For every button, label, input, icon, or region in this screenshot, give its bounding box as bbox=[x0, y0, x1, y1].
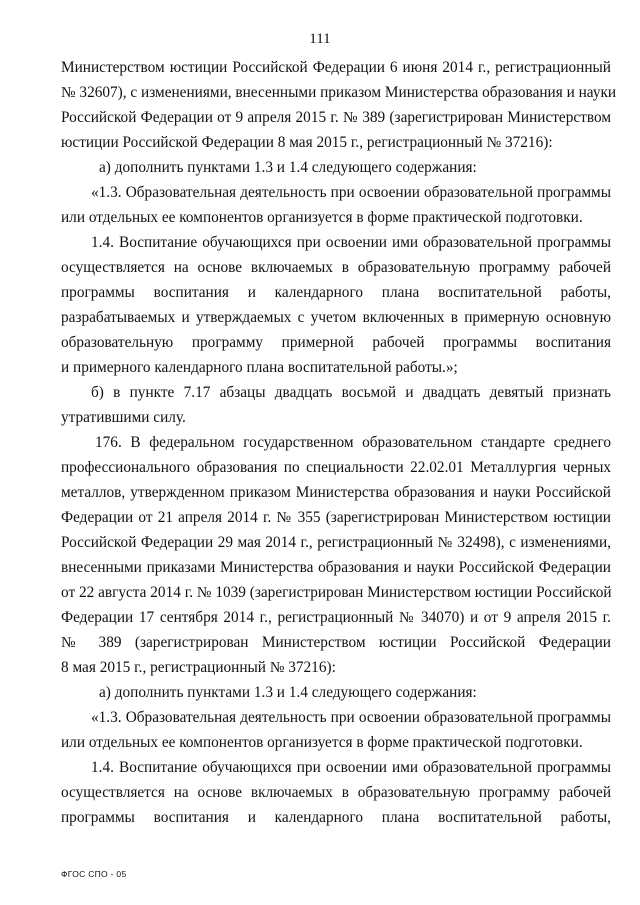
text-line: б) в пункте 7.17 абзацы двадцать восьмой и двадцать девятый признать bbox=[91, 384, 611, 401]
text-line: № 32607), с изменениями, внесенными приказом Министерства образования и науки bbox=[61, 84, 617, 101]
text-line: № 389 (зарегистрирован Министерством юстиции Российской Федерации bbox=[61, 634, 611, 651]
text-line: осуществляется на основе включаемых в образовательную программу рабочей bbox=[61, 784, 611, 801]
text-line: и примерного календарного плана воспитательной работы.»; bbox=[61, 359, 458, 376]
text-line: или отдельных ее компонентов организуется в форме практической подготовки. bbox=[61, 734, 583, 751]
text-line: образовательную программу примерной рабочей программы воспитания bbox=[61, 334, 611, 351]
text-line: профессионального образования по специальности 22.02.01 Металлургия черных bbox=[61, 459, 611, 476]
text-line: 1.4. Воспитание обучающихся при освоении ими образовательной программы bbox=[91, 759, 611, 776]
text-line: 176. В федеральном государственном образовательном стандарте среднего bbox=[95, 434, 611, 451]
text-line: внесенными приказами Министерства образования и науки Российской Федерации bbox=[61, 559, 611, 576]
text-line: «1.3. Образовательная деятельность при освоении образовательной программы bbox=[91, 709, 611, 726]
text-line: Федерации от 21 апреля 2014 г. № 355 (зарегистрирован Министерством юстиции bbox=[61, 509, 611, 526]
text-line: осуществляется на основе включаемых в образовательную программу рабочей bbox=[61, 259, 611, 276]
text-line: разрабатываемых и утверждаемых с учетом включенных в примерную основную bbox=[61, 309, 611, 326]
text-line: 1.4. Воспитание обучающихся при освоении ими образовательной программы bbox=[91, 234, 611, 251]
page-number: 111 bbox=[309, 31, 331, 47]
text-line: 8 мая 2015 г., регистрационный № 37216): bbox=[61, 659, 336, 676]
text-line: или отдельных ее компонентов организуется в форме практической подготовки. bbox=[61, 209, 583, 226]
text-line: «1.3. Образовательная деятельность при освоении образовательной программы bbox=[91, 184, 611, 201]
footer-label: ФГОС СПО - 05 bbox=[61, 869, 127, 879]
text-line: Российской Федерации от 9 апреля 2015 г. № 389 (зарегистрирован Министерством bbox=[61, 109, 611, 126]
text-line: а) дополнить пунктами 1.3 и 1.4 следующего содержания: bbox=[99, 684, 477, 701]
text-line: программы воспитания и календарного плана воспитательной работы, bbox=[61, 809, 611, 826]
text-line: утратившими силу. bbox=[61, 409, 186, 426]
text-line: а) дополнить пунктами 1.3 и 1.4 следующего содержания: bbox=[99, 159, 477, 176]
text-line: программы воспитания и календарного плана воспитательной работы, bbox=[61, 284, 611, 301]
text-line: Министерством юстиции Российской Федерации 6 июня 2014 г., регистрационный bbox=[61, 59, 611, 76]
text-line: юстиции Российской Федерации 8 мая 2015 г., регистрационный № 37216): bbox=[61, 134, 553, 151]
text-line: Федерации 17 сентября 2014 г., регистрационный № 34070) и от 9 апреля 2015 г. bbox=[61, 609, 611, 626]
document-body bbox=[61, 55, 617, 830]
text-line: металлов, утвержденном приказом Министерства образования и науки Российской bbox=[61, 484, 611, 501]
text-line: Российской Федерации 29 мая 2014 г., регистрационный № 32498), с изменениями, bbox=[61, 534, 611, 551]
text-line: от 22 августа 2014 г. № 1039 (зарегистрирован Министерством юстиции Российской bbox=[61, 584, 612, 601]
